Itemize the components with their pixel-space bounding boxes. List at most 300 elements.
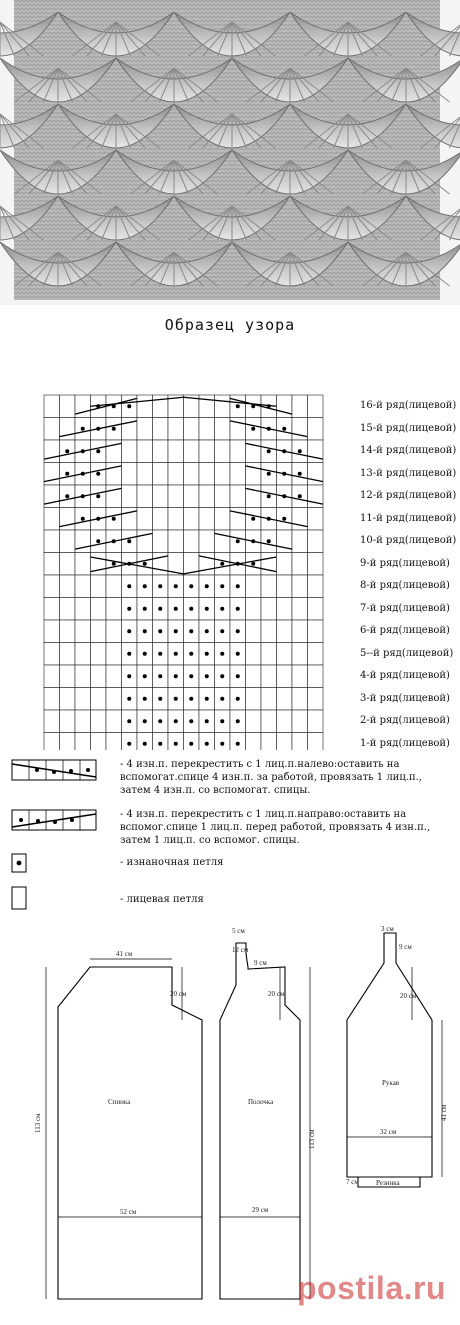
chart-cell <box>308 575 324 598</box>
purl-dot <box>112 404 116 408</box>
purl-dot <box>205 674 209 678</box>
chart-cell <box>106 688 122 711</box>
front-label: Полочка <box>248 1098 274 1106</box>
chart-cell <box>277 643 293 666</box>
chart-cell <box>153 508 169 531</box>
legend-purl <box>10 852 450 874</box>
chart-cell <box>106 665 122 688</box>
chart-cell <box>153 440 169 463</box>
chart-cell <box>261 688 277 711</box>
chart-cell <box>153 733 169 751</box>
chart-cell <box>75 688 91 711</box>
chart-cell <box>75 643 91 666</box>
purl-dot <box>220 697 224 701</box>
chart-cell <box>60 575 76 598</box>
chart-grid <box>0 345 360 750</box>
chart-cell <box>168 418 184 441</box>
knitting-chart <box>0 345 460 750</box>
chart-cell <box>246 620 262 643</box>
chart-cell <box>277 575 293 598</box>
purl-dot <box>65 494 69 498</box>
chart-cell <box>75 620 91 643</box>
purl-dot <box>251 404 255 408</box>
sleeve-label: Рукав <box>382 1079 400 1087</box>
chart-cell <box>292 665 308 688</box>
purl-dot <box>236 629 240 633</box>
chart-cell <box>75 598 91 621</box>
purl-dot <box>143 584 147 588</box>
purl-dot <box>127 404 131 408</box>
chart-cell <box>153 418 169 441</box>
chart-cell <box>44 688 60 711</box>
purl-dot <box>81 517 85 521</box>
chart-cell <box>308 733 324 751</box>
purl-dot <box>81 472 85 476</box>
purl-dot <box>127 607 131 611</box>
purl-dot <box>298 494 302 498</box>
chart-cell <box>292 553 308 576</box>
purl-dot <box>112 562 116 566</box>
chart-cell <box>308 620 324 643</box>
purl-dot <box>127 697 131 701</box>
chart-row-label: 5--й ряд(лицевой) <box>360 648 453 659</box>
chart-cell <box>308 688 324 711</box>
purl-dot <box>189 584 193 588</box>
chart-cell <box>137 395 153 418</box>
chart-cell <box>184 440 200 463</box>
pattern-title: Образец узора <box>0 316 460 334</box>
chart-cell <box>246 575 262 598</box>
purl-dot <box>236 539 240 543</box>
purl-dot <box>158 719 162 723</box>
chart-cell <box>184 733 200 751</box>
chart-cell <box>44 665 60 688</box>
chart-row-label: 16-й ряд(лицевой) <box>360 400 456 411</box>
purl-dot <box>189 629 193 633</box>
purl-dot <box>81 427 85 431</box>
chart-cell <box>122 440 138 463</box>
chart-row-label: 9-й ряд(лицевой) <box>360 558 450 569</box>
purl-dot <box>96 517 100 521</box>
chart-cell <box>277 665 293 688</box>
chart-cell <box>184 508 200 531</box>
chart-cell <box>308 665 324 688</box>
chart-cell <box>91 710 107 733</box>
purl-dot <box>220 584 224 588</box>
chart-cell <box>60 665 76 688</box>
chart-row-label: 11-й ряд(лицевой) <box>360 513 456 524</box>
legend-knit <box>10 885 450 911</box>
purl-dot <box>158 607 162 611</box>
front-piece <box>220 927 316 1299</box>
chart-cell <box>230 463 246 486</box>
chart-cell <box>261 575 277 598</box>
chart-cell <box>277 733 293 751</box>
chart-cell <box>122 485 138 508</box>
chart-cell <box>199 485 215 508</box>
chart-cell <box>215 418 231 441</box>
purl-dot <box>251 427 255 431</box>
purl-dot <box>298 472 302 476</box>
chart-cell <box>292 575 308 598</box>
chart-cell <box>246 665 262 688</box>
chart-cell <box>308 395 324 418</box>
purl-dot <box>205 584 209 588</box>
chart-cell <box>106 598 122 621</box>
chart-cell <box>44 643 60 666</box>
chart-cell <box>246 598 262 621</box>
chart-cell <box>91 598 107 621</box>
purl-dot <box>127 652 131 656</box>
chart-cell <box>308 710 324 733</box>
purl-dot <box>189 652 193 656</box>
chart-cell <box>215 395 231 418</box>
chart-cell <box>292 643 308 666</box>
chart-cell <box>60 553 76 576</box>
purl-dot <box>96 449 100 453</box>
chart-cell <box>44 395 60 418</box>
purl-dot <box>205 719 209 723</box>
chart-cell <box>60 620 76 643</box>
chart-cell <box>230 485 246 508</box>
chart-cell <box>60 598 76 621</box>
chart-cell <box>246 688 262 711</box>
chart-cell <box>44 598 60 621</box>
purl-dot <box>220 674 224 678</box>
chart-cell <box>230 440 246 463</box>
chart-cell <box>277 710 293 733</box>
chart-cell <box>44 710 60 733</box>
chart-cell <box>137 508 153 531</box>
chart-cell <box>184 463 200 486</box>
purl-dot <box>189 742 193 746</box>
chart-cell <box>44 620 60 643</box>
watermark: postila.ru <box>297 1270 446 1307</box>
purl-dot <box>282 472 286 476</box>
purl-dot <box>158 674 162 678</box>
purl-stitch-icon <box>10 852 30 874</box>
chart-cell <box>137 440 153 463</box>
chart-row-label: 12-й ряд(лицевой) <box>360 490 456 501</box>
sleeve-piece <box>346 925 448 1187</box>
sleeve-neck-dim: 9 см <box>399 943 412 951</box>
chart-cell <box>60 643 76 666</box>
chart-cell <box>106 710 122 733</box>
chart-cell <box>261 620 277 643</box>
purl-dot <box>143 697 147 701</box>
chart-cell <box>137 485 153 508</box>
purl-dot <box>96 472 100 476</box>
purl-dot <box>174 584 178 588</box>
chart-cell <box>106 733 122 751</box>
knitted-sample-photo <box>0 0 460 305</box>
chart-row-label: 1-й ряд(лицевой) <box>360 738 450 749</box>
purl-dot <box>143 719 147 723</box>
chart-row-label: 14-й ряд(лицевой) <box>360 445 456 456</box>
chart-cell <box>75 710 91 733</box>
chart-cell <box>261 643 277 666</box>
legend-text: - лицевая петля <box>120 893 450 906</box>
chart-cell <box>137 418 153 441</box>
purl-dot <box>205 607 209 611</box>
legend-cross-left <box>10 758 450 794</box>
chart-cell <box>230 733 246 751</box>
garment-schematic <box>0 925 460 1321</box>
chart-cell <box>199 418 215 441</box>
back-length-dim: 113 см <box>34 1113 42 1133</box>
chart-cell <box>246 733 262 751</box>
purl-dot <box>158 697 162 701</box>
chart-cell <box>91 688 107 711</box>
purl-dot <box>205 652 209 656</box>
chart-cell <box>60 733 76 751</box>
chart-cell <box>91 643 107 666</box>
purl-dot <box>174 607 178 611</box>
purl-dot <box>143 607 147 611</box>
chart-cell <box>199 733 215 751</box>
purl-dot <box>81 449 85 453</box>
purl-dot <box>112 427 116 431</box>
chart-cell <box>308 598 324 621</box>
chart-cell <box>292 598 308 621</box>
chart-cell <box>184 530 200 553</box>
purl-dot <box>189 719 193 723</box>
purl-dot <box>81 494 85 498</box>
chart-row-label: 3-й ряд(лицевой) <box>360 693 450 704</box>
sleeve-width-dim: 32 см <box>380 1128 397 1136</box>
chart-cell <box>122 733 138 751</box>
chart-cell <box>277 553 293 576</box>
chart-cell <box>44 418 60 441</box>
chart-cell <box>184 485 200 508</box>
purl-dot <box>282 427 286 431</box>
chart-cell <box>168 440 184 463</box>
chart-cell <box>308 418 324 441</box>
purl-dot <box>127 584 131 588</box>
purl-dot <box>96 539 100 543</box>
cross-right-icon <box>10 808 100 832</box>
purl-dot <box>65 472 69 476</box>
purl-dot <box>127 539 131 543</box>
back-label: Спинка <box>108 1098 131 1106</box>
purl-dot <box>205 629 209 633</box>
chart-row-label: 2-й ряд(лицевой) <box>360 715 450 726</box>
chart-cell <box>215 463 231 486</box>
chart-cell <box>75 553 91 576</box>
front-shoulder-dim: 12 см <box>232 946 249 954</box>
chart-cell <box>199 463 215 486</box>
sleeve-cuff-dim: 7 см <box>346 1178 359 1186</box>
chart-cell <box>91 665 107 688</box>
chart-cell <box>292 688 308 711</box>
purl-dot <box>236 742 240 746</box>
legend-text: - 4 изн.п. перекрестить с 1 лиц.п.направо:оставить на вспомог.спице 1 лиц.п. перед работой, провязать 4 изн.п., затем 1 лиц.п. со вспомог. спицы. <box>120 808 450 847</box>
front-neck-dim: 9 см <box>254 959 267 967</box>
chart-cell <box>137 733 153 751</box>
chart-cell <box>153 530 169 553</box>
purl-dot <box>282 449 286 453</box>
chart-cell <box>153 485 169 508</box>
purl-dot <box>143 629 147 633</box>
purl-dot <box>174 652 178 656</box>
purl-dot <box>236 652 240 656</box>
purl-dot <box>267 517 271 521</box>
chart-cell <box>122 463 138 486</box>
purl-dot <box>298 449 302 453</box>
purl-dot <box>189 697 193 701</box>
purl-dot <box>127 719 131 723</box>
chart-cell <box>91 575 107 598</box>
purl-dot <box>236 674 240 678</box>
purl-dot <box>127 742 131 746</box>
purl-dot <box>112 539 116 543</box>
chart-cell <box>277 598 293 621</box>
purl-dot <box>267 449 271 453</box>
purl-dot <box>267 427 271 431</box>
purl-dot <box>267 539 271 543</box>
chart-cell <box>199 508 215 531</box>
purl-dot <box>127 629 131 633</box>
chart-cell <box>246 710 262 733</box>
chart-cell <box>292 530 308 553</box>
chart-cell <box>106 643 122 666</box>
purl-dot <box>267 494 271 498</box>
purl-dot <box>267 472 271 476</box>
chart-cell <box>91 620 107 643</box>
chart-cell <box>308 643 324 666</box>
purl-dot <box>251 517 255 521</box>
chart-cell <box>75 665 91 688</box>
purl-dot <box>251 539 255 543</box>
back-neck-dim: 41 см <box>116 950 133 958</box>
back-width-dim: 52 см <box>120 1208 137 1216</box>
purl-dot <box>174 742 178 746</box>
back-armhole-dim: 20 см <box>170 990 187 998</box>
purl-dot <box>158 652 162 656</box>
chart-cell <box>44 733 60 751</box>
sleeve-cap-dim: 20 см <box>400 992 417 1000</box>
purl-dot <box>112 517 116 521</box>
purl-dot <box>236 697 240 701</box>
chart-cell <box>308 508 324 531</box>
front-width-dim: 29 см <box>252 1206 269 1214</box>
purl-dot <box>174 629 178 633</box>
purl-dot <box>205 742 209 746</box>
purl-dot <box>174 697 178 701</box>
chart-cell <box>308 553 324 576</box>
chart-cell <box>215 508 231 531</box>
sleeve-length-dim: 41 см <box>440 1104 448 1121</box>
purl-dot <box>220 742 224 746</box>
chart-cell <box>168 530 184 553</box>
purl-dot <box>220 652 224 656</box>
chart-cell <box>292 710 308 733</box>
purl-dot <box>143 652 147 656</box>
purl-dot <box>127 674 131 678</box>
purl-dot <box>220 607 224 611</box>
chart-cell <box>168 485 184 508</box>
purl-dot <box>236 719 240 723</box>
chart-cell <box>44 575 60 598</box>
purl-dot <box>236 584 240 588</box>
purl-dot <box>220 562 224 566</box>
chart-cell <box>215 733 231 751</box>
purl-dot <box>282 494 286 498</box>
chart-row-label: 10-й ряд(лицевой) <box>360 535 456 546</box>
back-piece <box>34 950 202 1299</box>
purl-dot <box>96 494 100 498</box>
chart-cell <box>261 598 277 621</box>
chart-cell <box>168 463 184 486</box>
purl-dot <box>236 404 240 408</box>
purl-dot <box>251 562 255 566</box>
chart-cell <box>75 575 91 598</box>
purl-dot <box>236 607 240 611</box>
chart-cell <box>44 530 60 553</box>
chart-cell <box>168 733 184 751</box>
chart-cell <box>153 463 169 486</box>
chart-cell <box>106 620 122 643</box>
chart-cell <box>261 733 277 751</box>
purl-dot <box>143 674 147 678</box>
purl-dot <box>65 449 69 453</box>
purl-dot <box>205 697 209 701</box>
purl-dot <box>189 607 193 611</box>
purl-dot <box>158 629 162 633</box>
chart-cell <box>292 395 308 418</box>
chart-row-label: 13-й ряд(лицевой) <box>360 468 456 479</box>
purl-dot <box>220 629 224 633</box>
chart-row-label: 6-й ряд(лицевой) <box>360 625 450 636</box>
schematic-drawing <box>0 925 460 1321</box>
chart-cell <box>308 530 324 553</box>
purl-dot <box>189 674 193 678</box>
chart-cell <box>199 440 215 463</box>
chart-cell <box>292 733 308 751</box>
chart-cell <box>277 620 293 643</box>
chart-cell <box>60 395 76 418</box>
knit-stitch-icon <box>10 885 30 911</box>
purl-dot <box>96 427 100 431</box>
purl-dot <box>220 719 224 723</box>
chart-cell <box>261 710 277 733</box>
purl-dot <box>143 562 147 566</box>
chart-cell <box>168 508 184 531</box>
chart-cell <box>184 418 200 441</box>
chart-cell <box>60 530 76 553</box>
purl-dot <box>282 517 286 521</box>
legend-cross-right <box>10 808 450 844</box>
chart-cell <box>44 508 60 531</box>
purl-dot <box>174 719 178 723</box>
front-armhole-dim: 20 см <box>268 990 285 998</box>
chart-cell <box>91 733 107 751</box>
knitted-fabric-image <box>0 0 460 305</box>
purl-dot <box>143 742 147 746</box>
chart-cell <box>215 485 231 508</box>
chart-cell <box>75 733 91 751</box>
front-length-dim: 113 см <box>308 1129 316 1149</box>
chart-cell <box>44 553 60 576</box>
chart-cell <box>60 710 76 733</box>
chart-cell <box>106 575 122 598</box>
legend-text: - изнаночная петля <box>120 856 450 869</box>
chart-cell <box>277 688 293 711</box>
chart-cell <box>137 463 153 486</box>
purl-dot <box>158 584 162 588</box>
chart-cell <box>199 530 215 553</box>
chart-row-label: 7-й ряд(лицевой) <box>360 603 450 614</box>
